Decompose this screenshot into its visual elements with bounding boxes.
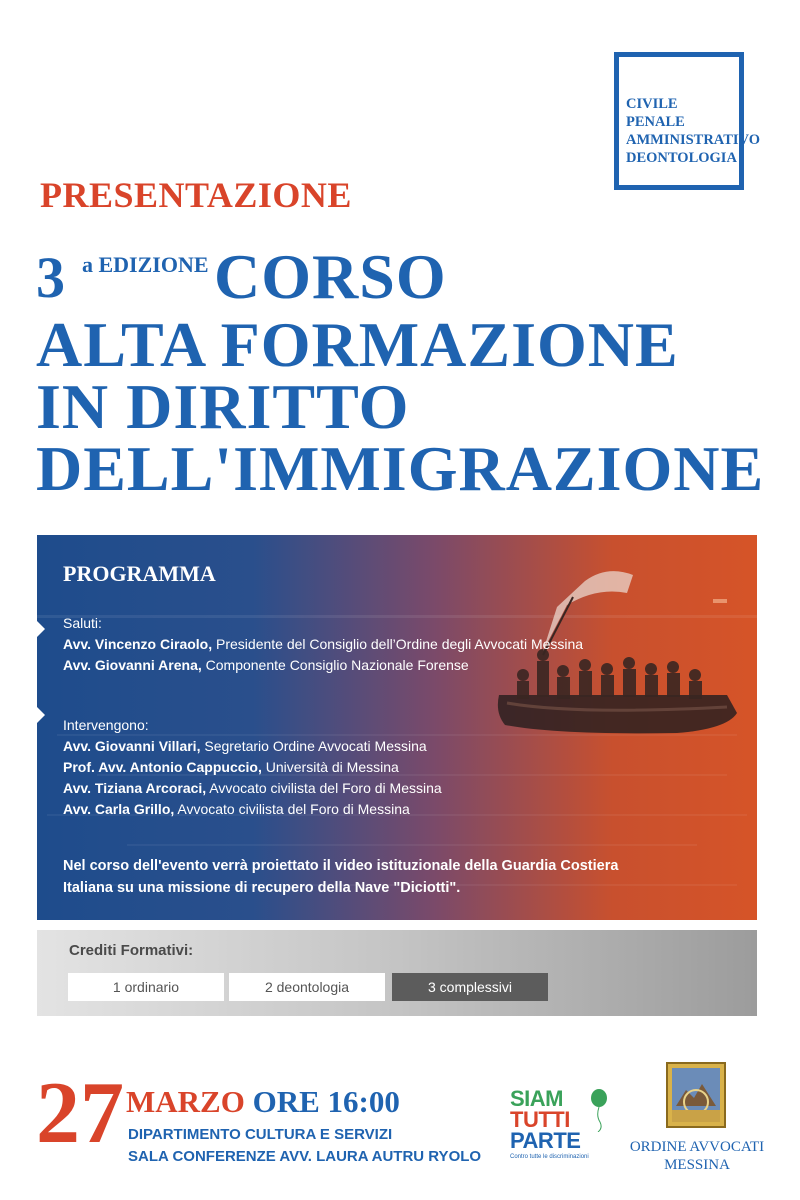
saluti-label: Saluti: [63, 615, 102, 631]
venue-line-1: DIPARTIMENTO CULTURA E SERVIZI [128, 1126, 393, 1143]
speaker-row [63, 757, 399, 778]
edition-number: 3 [36, 245, 65, 310]
event-datetime [126, 1084, 400, 1120]
title-line-4: DELL'IMMIGRAZIONE [36, 433, 765, 504]
siam-line-3: PARTE [510, 1128, 581, 1153]
logo-line-deontologia: DEONTOLOGIA [626, 150, 737, 166]
arrow-marker-icon [37, 621, 45, 637]
ordine-avvocati-label [612, 1138, 782, 1174]
speaker-name: Prof. Avv. Antonio Cappuccio, [63, 759, 262, 775]
crediti-label: Crediti Formativi: [69, 942, 194, 959]
logo-line-penale: PENALE [626, 114, 685, 130]
speaker-row [63, 736, 427, 757]
speaker-role: Presidente del Consiglio dell’Ordine degli Avvocati Messina [212, 636, 584, 652]
event-day: 27 [36, 1065, 124, 1162]
presentazione-heading: PRESENTAZIONE [40, 175, 352, 215]
logo-text [626, 95, 760, 167]
speaker-name: Avv. Giovanni Villari, [63, 738, 201, 754]
speaker-name: Avv. Carla Grillo, [63, 801, 175, 817]
venue-line-2: SALA CONFERENZE AVV. LAURA AUTRU RYOLO [128, 1148, 482, 1165]
speaker-role: Componente Consiglio Nazionale Forense [201, 657, 469, 673]
speaker-row [63, 778, 442, 799]
speaker-role: Segretario Ordine Avvocati Messina [200, 738, 427, 754]
siam-tagline: Contro tutte le discriminazioni [510, 1154, 589, 1160]
speaker-role: Università di Messina [261, 759, 399, 775]
credit-box-complessivi: 3 complessivi [392, 973, 548, 1001]
title-line-2: ALTA FORMAZIONE [36, 309, 679, 380]
siam-line-1: SIAM [510, 1086, 563, 1111]
ordine-crest-icon [666, 1062, 726, 1128]
speaker-role: Avvocato civilista del Foro di Messina [174, 801, 410, 817]
title-line-1: CORSO [214, 241, 447, 312]
intervengono-label: Intervengono: [63, 717, 149, 733]
siam-tutti-parte-logo [508, 1088, 610, 1164]
speaker-role: Avvocato civilista del Foro di Messina [206, 780, 442, 796]
siam-line-2: TUTTI [510, 1107, 570, 1132]
logo-line-amministrativo: AMMINISTRATIVO [626, 132, 760, 148]
balloon-icon [588, 1088, 610, 1132]
speaker-name: Avv. Tiziana Arcoraci, [63, 780, 207, 796]
programma-panel [37, 535, 757, 920]
logo-line-civile: CIVILE [626, 96, 678, 112]
credit-box-ordinario: 1 ordinario [68, 973, 224, 1001]
arrow-marker-icon [37, 707, 45, 723]
programma-heading: PROGRAMMA [63, 561, 216, 586]
ordine-line-2: MESSINA [664, 1157, 730, 1173]
speaker-name: Avv. Giovanni Arena, [63, 657, 202, 673]
ordine-line-1: ORDINE AVVOCATI [629, 1139, 765, 1155]
title-line-3: IN DIRITTO [36, 371, 410, 442]
video-note-line: Nel corso dell'evento verrà proiettato il video istituzionale della Guardia Costiera [63, 858, 619, 874]
speaker-row [63, 799, 410, 820]
speaker-row [63, 655, 469, 676]
credit-box-deontologia: 2 deontologia [229, 973, 385, 1001]
event-month: MARZO [126, 1084, 245, 1119]
event-time: ORE 16:00 [252, 1084, 400, 1119]
speaker-row [63, 634, 583, 655]
crediti-panel [37, 930, 757, 1016]
video-note [63, 855, 618, 899]
video-note-line: Italiana su una missione di recupero della Nave "Diciotti". [63, 880, 461, 896]
speaker-name: Avv. Vincenzo Ciraolo, [63, 636, 213, 652]
edition-label: a EDIZIONE [82, 252, 209, 277]
